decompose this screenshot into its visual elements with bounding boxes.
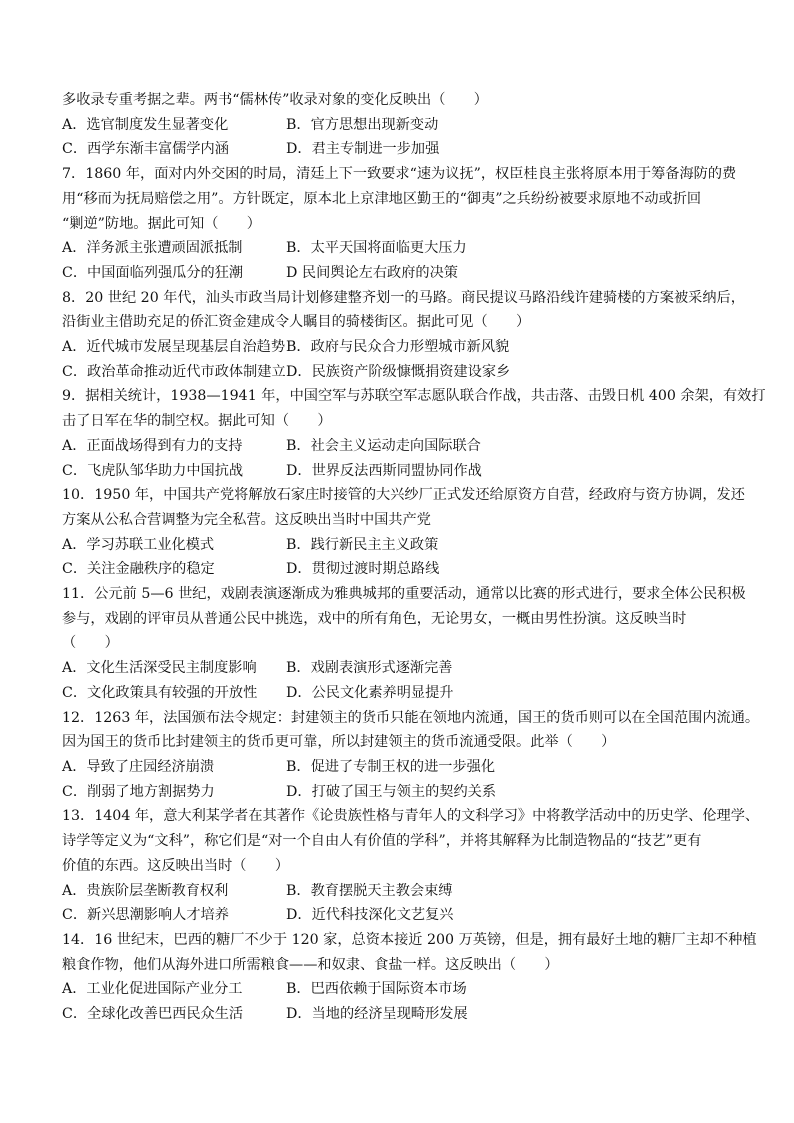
answer-option: B．践行新民主主义政策 xyxy=(286,536,439,553)
answer-option: D．世界反法西斯同盟协同作战 xyxy=(286,462,482,479)
answer-option: C．政治革命推动近代市政体制建立 xyxy=(62,363,286,380)
answer-option: A．工业化促进国际产业分工 xyxy=(62,981,243,998)
answer-options-row xyxy=(62,459,736,484)
question-text-line: 10．1950 年，中国共产党将解放石家庄时接管的大兴纱厂正式发还给原资方自营，经政府与资方协调，发还 xyxy=(62,487,745,504)
question-text-line: 粮食作物，他们从海外进口所需粮食——和奴隶、食盐一样。这反映出（ ） xyxy=(62,956,559,973)
answer-options-row xyxy=(62,1002,736,1027)
question-text-line: 12．1263 年，法国颁布法令规定：封建领主的货币只能在领地内流通，国王的货币则可以在全国范围内流通。 xyxy=(62,709,760,726)
question-text-line: 因为国王的货币比封建领主的货币更可靠，所以封建领主的货币流通受限。此举（ ） xyxy=(62,734,616,751)
question-text-line: 沿街业主借助充足的侨汇资金建成令人瞩目的骑楼街区。据此可见（ ） xyxy=(62,314,531,331)
answer-option: C．关注金融秩序的稳定 xyxy=(62,561,215,578)
answer-options-row xyxy=(62,533,736,558)
answer-option: D．君主专制进一步加强 xyxy=(286,141,440,158)
answer-option: D．当地的经济呈现畸形发展 xyxy=(286,1006,468,1023)
answer-option: B．促进了专制王权的进一步强化 xyxy=(286,758,496,775)
answer-options-row xyxy=(62,113,736,138)
question-text-line: 7．1860 年，面对内外交困的时局，清廷上下一致要求“速为议抚”，权臣桂良主张将原本用于筹备海防的费 xyxy=(62,166,737,183)
answer-option: D．近代科技深化文艺复兴 xyxy=(286,907,454,924)
answer-options-row xyxy=(62,755,736,780)
answer-option: A．选官制度发生显著变化 xyxy=(62,116,229,133)
answer-option: C．西学东渐丰富儒学内涵 xyxy=(62,141,229,158)
question-text-line: 8．20 世纪 20 年代，汕头市政当局计划修建整齐划一的马路。商民提议马路沿线许建骑楼的方案被采纳后， xyxy=(62,289,745,306)
answer-option: A．近代城市发展呈现基层自治趋势 xyxy=(62,339,286,356)
exam-page xyxy=(62,88,766,1027)
answer-option: B．太平天国将面临更大压力 xyxy=(286,240,467,257)
answer-options-row xyxy=(62,879,736,904)
answer-options-row xyxy=(62,360,736,385)
answer-option: A．正面战场得到有力的支持 xyxy=(62,437,243,454)
answer-option: C．中国面临列强瓜分的狂潮 xyxy=(62,264,244,281)
question-text-line: （ ） xyxy=(62,635,119,652)
answer-option: D．打破了国王与领主的契约关系 xyxy=(286,783,497,800)
answer-option: D．贯彻过渡时期总路线 xyxy=(286,561,440,578)
answer-options-row xyxy=(62,557,736,582)
answer-option: A．导致了庄园经济崩溃 xyxy=(62,758,215,775)
question-text-line: “剿逆”防地。据此可知（ ） xyxy=(62,215,261,232)
question-text-line: 11．公元前 5—6 世纪，戏剧表演逐渐成为雅典城邦的重要活动，通常以比赛的形式进行，要求全体公民积极 xyxy=(62,586,746,603)
answer-options-row xyxy=(62,656,736,681)
question-text-line: 价值的东西。这反映出当时（ ） xyxy=(62,857,290,874)
answer-option: B．政府与民众合力形塑城市新风貌 xyxy=(286,339,510,356)
answer-option: A．贵族阶层垄断教育权利 xyxy=(62,882,229,899)
answer-option: A．文化生活深受民主制度影响 xyxy=(62,660,257,677)
question-text-line: 用“移而为抚局赔偿之用”。方针既定，原本北上京津地区勤王的“御夷”之兵纷纷被要求原地不动或折回 xyxy=(62,190,702,207)
answer-options-row xyxy=(62,977,736,1002)
answer-options-row xyxy=(62,681,736,706)
answer-options-row xyxy=(62,903,736,928)
answer-option: C．全球化改善巴西民众生活 xyxy=(62,1006,244,1023)
answer-option: C．文化政策具有较强的开放性 xyxy=(62,684,258,701)
question-text-line: 诗学等定义为“文科”，称它们是“对一个自由人有价值的学科”，并将其解释为比制造物品的“技艺”更有 xyxy=(62,833,702,850)
answer-options-row xyxy=(62,236,736,261)
answer-option: C．飞虎队邹华助力中国抗战 xyxy=(62,462,244,479)
answer-option: C．新兴思潮影响人才培养 xyxy=(62,907,229,924)
answer-options-row xyxy=(62,335,736,360)
answer-options-row xyxy=(62,780,736,805)
answer-options-row xyxy=(62,137,736,162)
answer-options-row xyxy=(62,434,736,459)
answer-option: B．巴西依赖于国际资本市场 xyxy=(286,981,467,998)
question-text-line: 13．1404 年，意大利某学者在其著作《论贵族性格与青年人的文科学习》中将教学活动中的历史学、伦理学、 xyxy=(62,808,760,825)
answer-option: A．洋务派主张遭顽固派抵制 xyxy=(62,240,243,257)
question-text-line: 方案从公私合营调整为完全私营。这反映出当时中国共产党 xyxy=(62,511,431,528)
answer-option: D 民间舆论左右政府的决策 xyxy=(286,264,458,281)
question-text-line: 9．据相关统计，1938—1941 年，中国空军与苏联空军志愿队联合作战，共击落、击毁日机 400 余架，有效打 xyxy=(62,388,766,405)
question-text-line: 击了日军在华的制空权。据此可知（ ） xyxy=(62,413,332,430)
answer-option: B．社会主义运动走向国际联合 xyxy=(286,437,481,454)
question-text-line: 14．16 世纪末，巴西的糖厂不少于 120 家，总资本接近 200 万英镑，但是，拥有最好土地的糖厂主却不种植 xyxy=(62,931,757,948)
answer-option: D．公民文化素养明显提升 xyxy=(286,684,454,701)
answer-option: B．戏剧表演形式逐渐完善 xyxy=(286,660,453,677)
answer-option: D．民族资产阶级慷慨捐资建设家乡 xyxy=(286,363,511,380)
answer-option: A．学习苏联工业化模式 xyxy=(62,536,215,553)
answer-option: B．教育摆脱天主教会束缚 xyxy=(286,882,453,899)
answer-option: B．官方思想出现新变动 xyxy=(286,116,439,133)
question-text-line: 多收录专重考据之辈。两书“儒林传”收录对象的变化反映出（ ） xyxy=(62,92,488,108)
question-text-line: 参与，戏剧的评审员从普通公民中挑选，戏中的所有角色，无论男女，一概由男性扮演。这反映当时 xyxy=(62,610,687,627)
answer-options-row xyxy=(62,261,736,286)
answer-option: C．削弱了地方割据势力 xyxy=(62,783,215,800)
